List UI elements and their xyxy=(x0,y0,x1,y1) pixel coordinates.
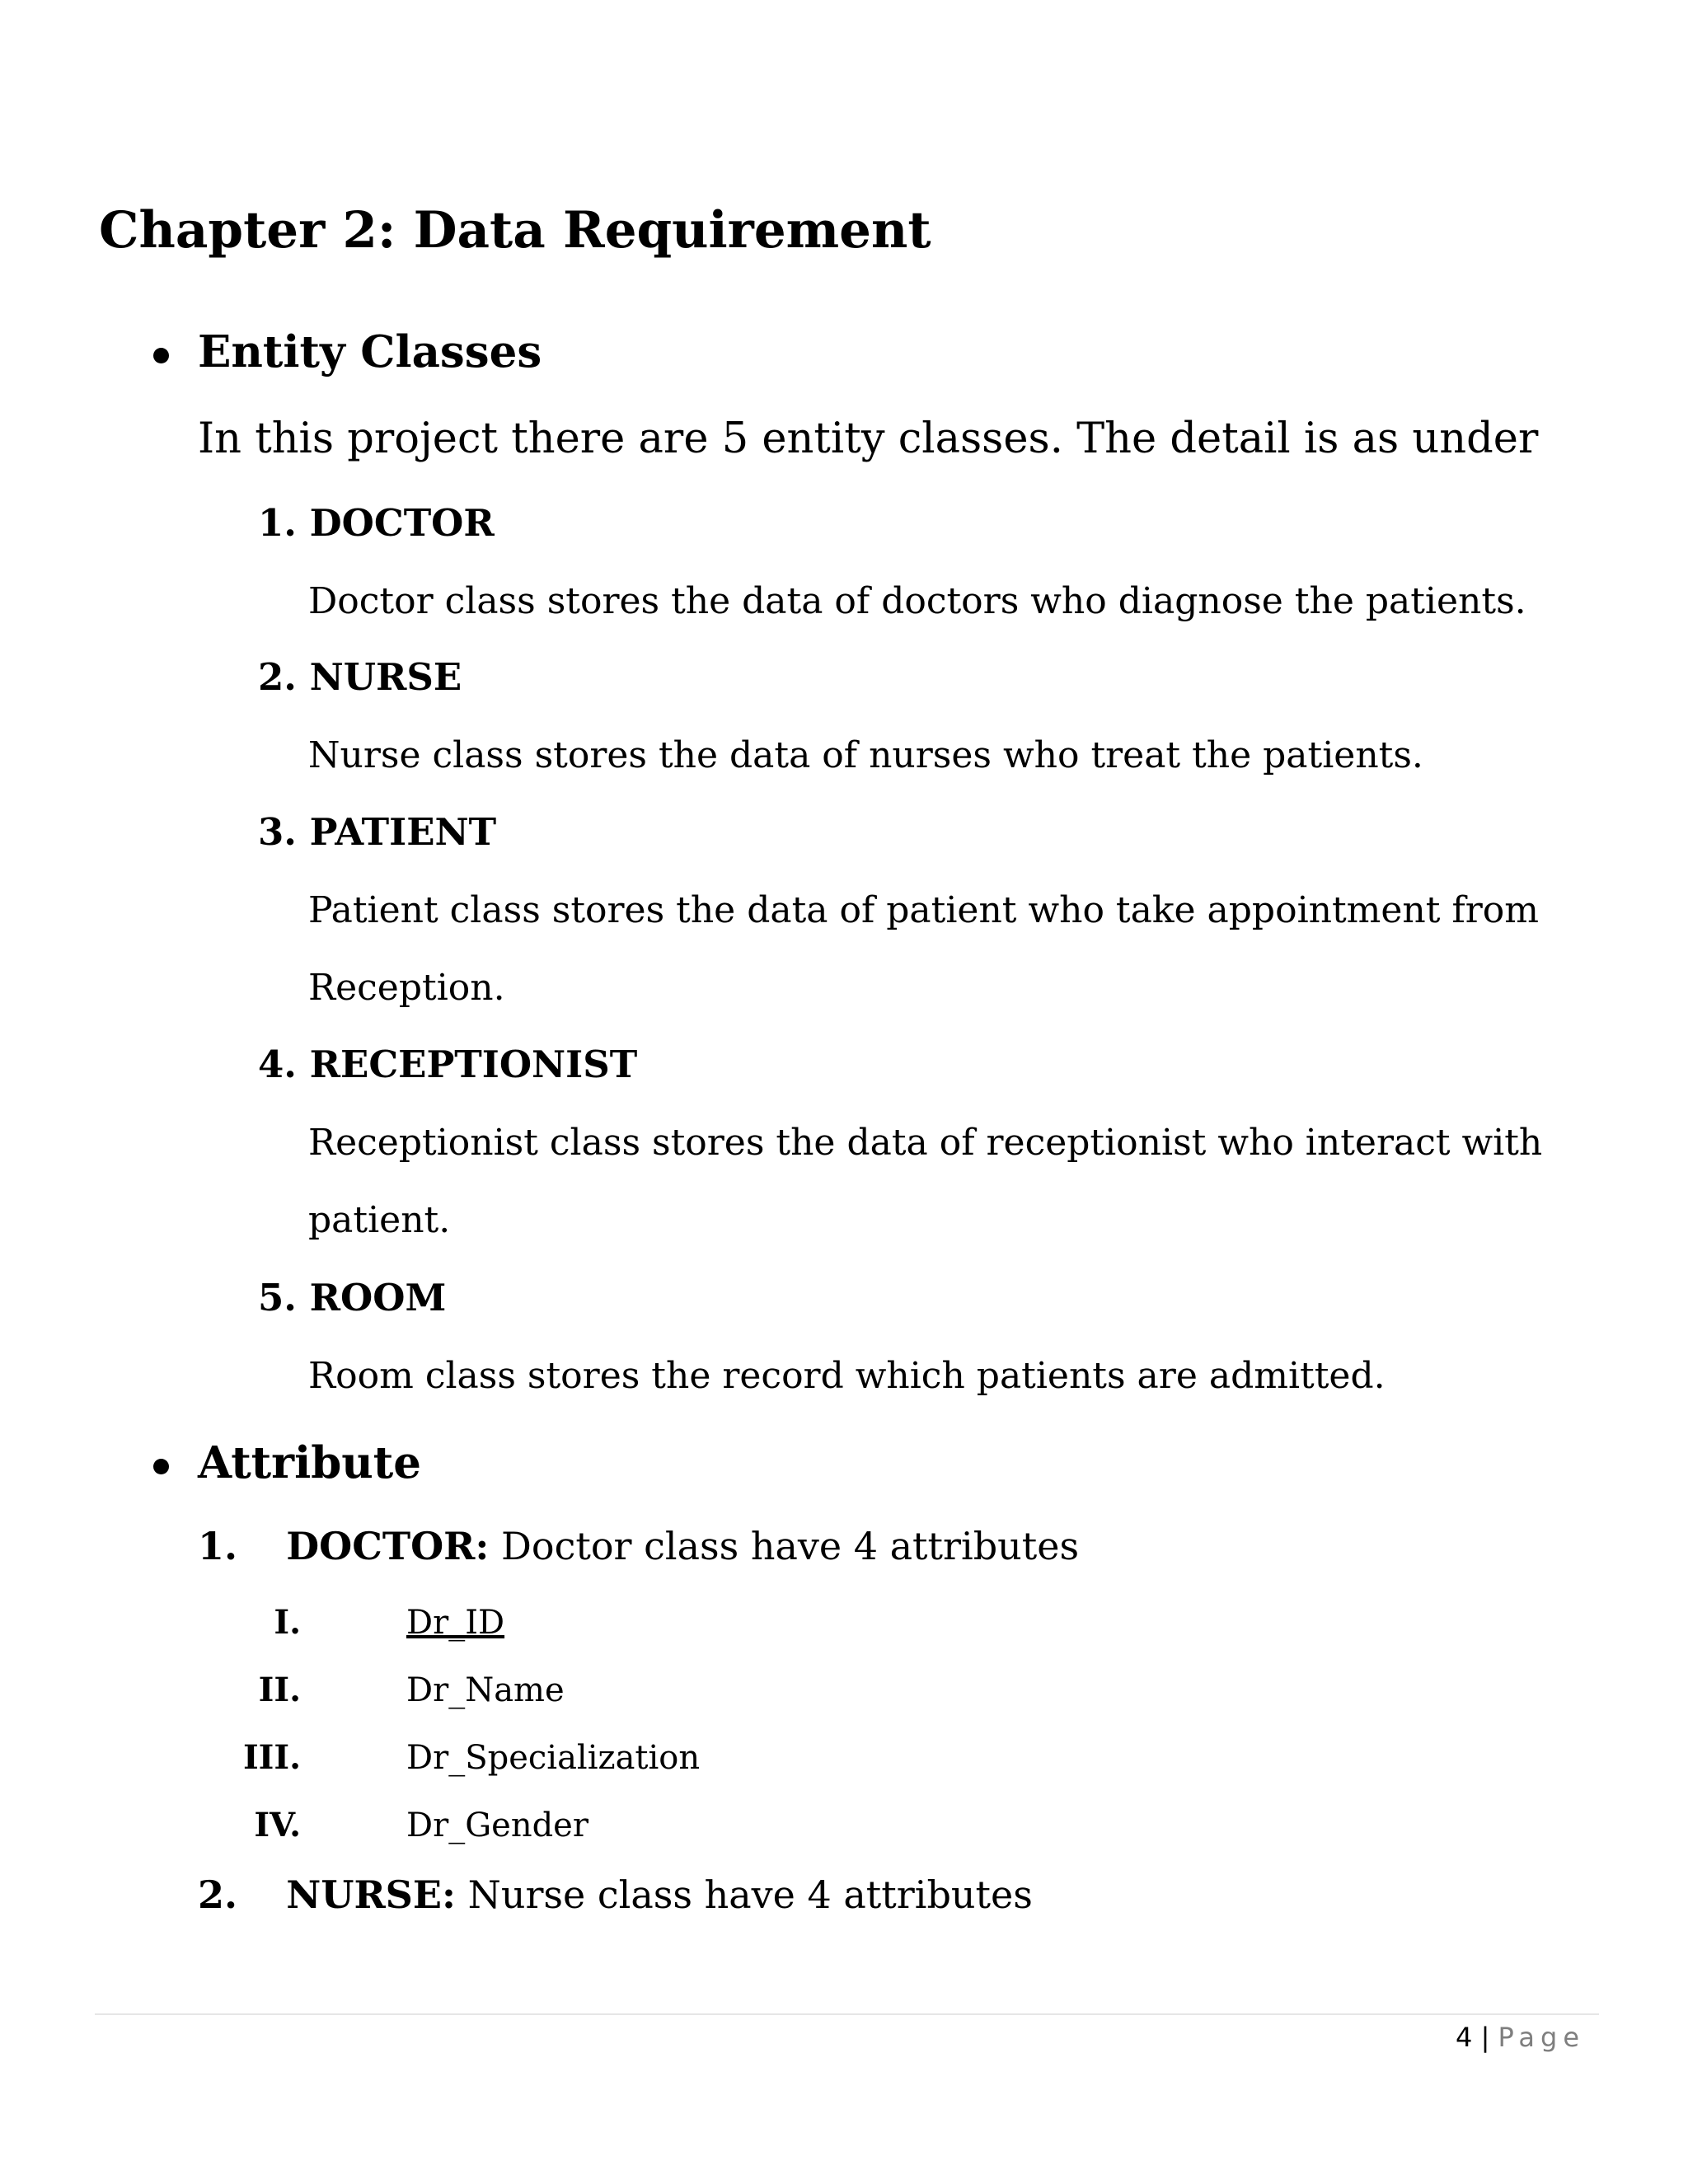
bullet-icon xyxy=(153,348,169,363)
attribute-roman-numeral: II. xyxy=(258,1671,301,1709)
attribute-class-description: Doctor class have 4 attributes xyxy=(501,1524,1080,1568)
attribute-roman-numeral: I. xyxy=(274,1603,301,1642)
attribute-item-dr-name: Dr_Name xyxy=(406,1671,565,1709)
attribute-class-number: 1. xyxy=(198,1524,238,1568)
attribute-class-name: DOCTOR: xyxy=(286,1524,490,1568)
entity-name: DOCTOR xyxy=(309,501,495,545)
attribute-class-doctor xyxy=(198,1521,1079,1572)
attribute-item-dr-id: Dr_ID xyxy=(406,1604,505,1642)
entity-classes-heading: Entity Classes xyxy=(198,326,542,377)
entity-number: 1. xyxy=(258,501,297,545)
chapter-title: Chapter 2: Data Requirement xyxy=(99,201,931,260)
entity-receptionist-heading xyxy=(258,1040,637,1090)
entity-room-heading xyxy=(258,1273,446,1323)
entity-doctor-description: Doctor class stores the data of doctors who diagnose the patients. xyxy=(308,580,1526,622)
bullet-icon xyxy=(153,1459,169,1474)
entity-nurse-description: Nurse class stores the data of nurses who treat the patients. xyxy=(308,734,1423,776)
page-separator: | xyxy=(1480,2022,1490,2053)
entity-receptionist-description-line-1: Receptionist class stores the data of receptionist who interact with xyxy=(308,1122,1543,1164)
entity-doctor-heading xyxy=(258,499,495,548)
entity-number: 2. xyxy=(258,655,297,699)
attribute-class-number: 2. xyxy=(198,1872,238,1917)
entity-number: 5. xyxy=(258,1276,297,1319)
entity-name: RECEPTIONIST xyxy=(309,1043,638,1086)
attribute-class-name: NURSE: xyxy=(286,1872,456,1917)
footer-divider xyxy=(95,2013,1599,2015)
entity-number: 3. xyxy=(258,810,297,854)
attribute-roman-numeral: III. xyxy=(242,1738,301,1777)
entity-patient-description-line-1: Patient class stores the data of patient who take appointment from xyxy=(308,889,1539,931)
entity-nurse-heading xyxy=(258,653,462,702)
page-number: 4 xyxy=(1456,2022,1473,2053)
entity-receptionist-description-line-2: patient. xyxy=(308,1199,451,1241)
attribute-class-description: Nurse class have 4 attributes xyxy=(467,1872,1033,1917)
attribute-item-dr-specialization: Dr_Specialization xyxy=(406,1739,701,1777)
entity-patient-heading xyxy=(258,808,496,857)
attribute-item-dr-gender: Dr_Gender xyxy=(406,1807,588,1844)
attribute-heading: Attribute xyxy=(198,1437,422,1488)
entity-classes-intro: In this project there are 5 entity classes. The detail is as under xyxy=(198,415,1539,463)
entity-room-description: Room class stores the record which patients are admitted. xyxy=(308,1355,1386,1397)
entity-name: PATIENT xyxy=(309,810,497,854)
entity-patient-description-line-2: Reception. xyxy=(308,967,505,1009)
entity-name: NURSE xyxy=(309,655,462,699)
page-label: Page xyxy=(1498,2022,1585,2053)
entity-number: 4. xyxy=(258,1043,297,1086)
attribute-roman-numeral: IV. xyxy=(254,1806,301,1844)
entity-name: ROOM xyxy=(309,1276,447,1319)
page-footer xyxy=(1456,2014,1585,2060)
attribute-class-nurse xyxy=(198,1869,1033,1920)
